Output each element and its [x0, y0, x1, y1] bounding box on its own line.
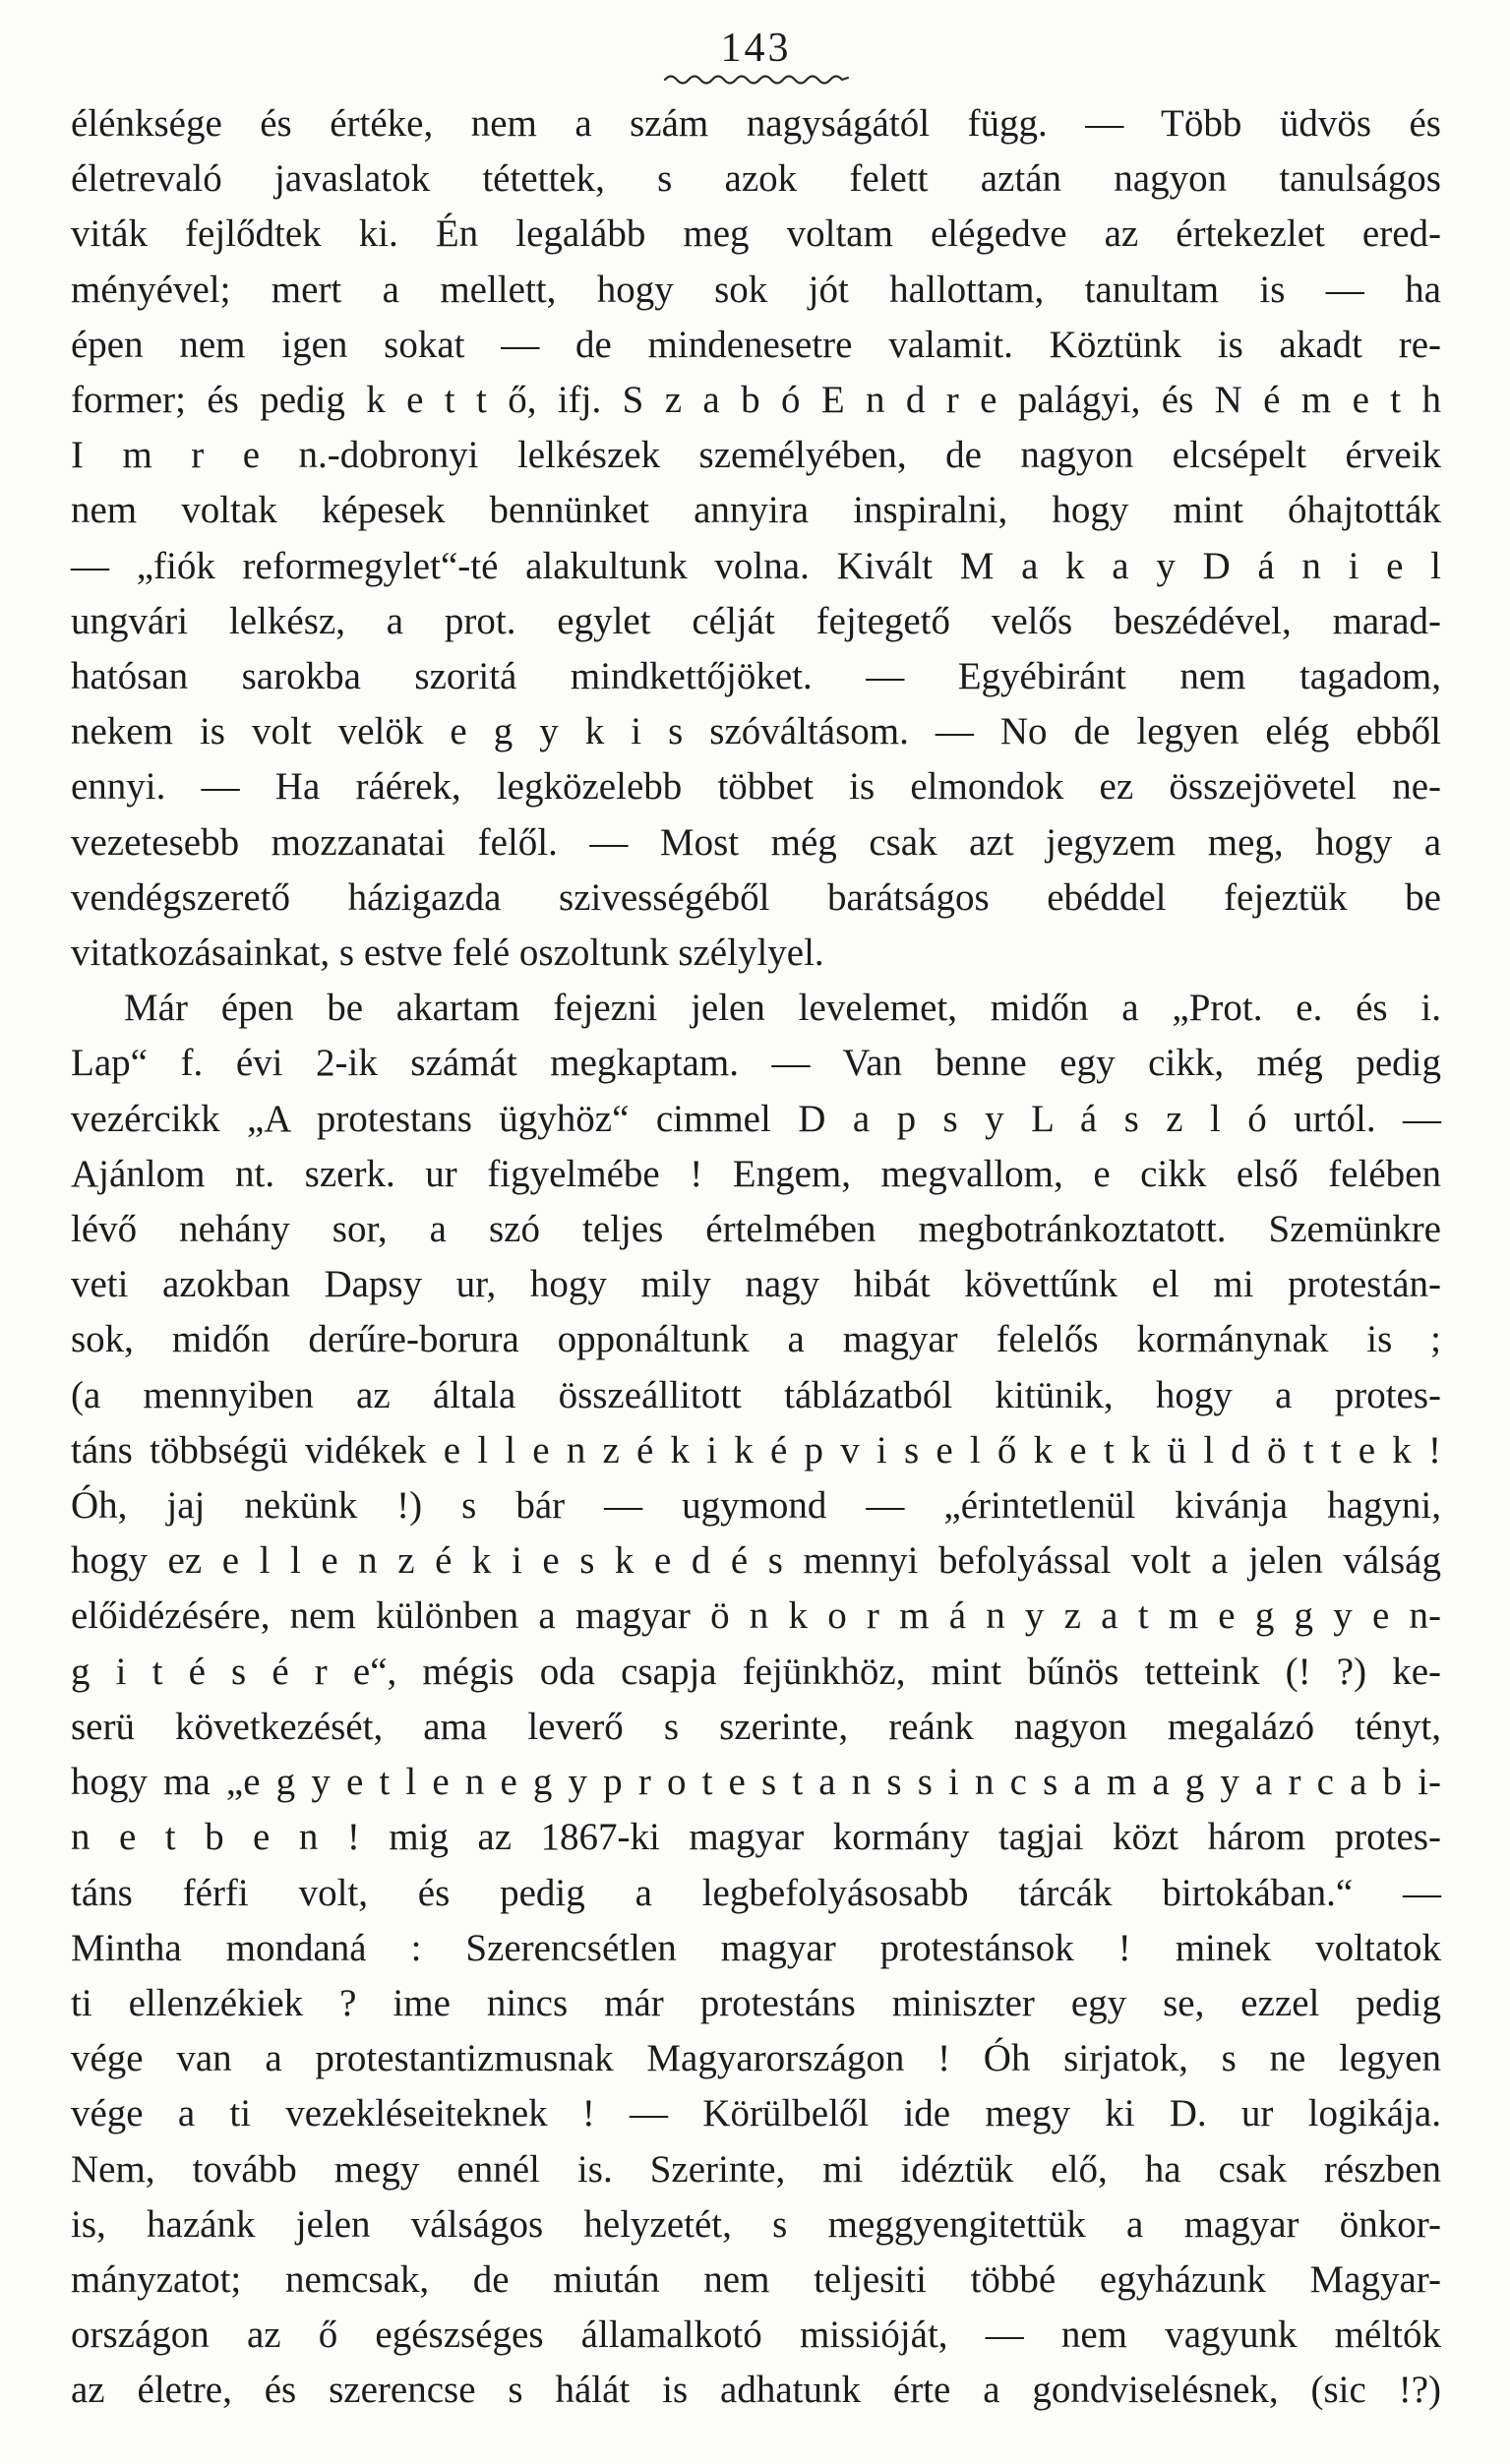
text-line: Lap“ f. évi 2-ik számát megkaptam. — Van benne egy cikk, még pedig	[71, 1042, 1441, 1085]
page-header	[71, 26, 1441, 87]
text-line: nekem is volt velök e g y k i s szóváltásom. — No de legyen elég ebből	[71, 710, 1441, 753]
text-line: mányzatot; nemcsak, de miután nem teljesiti többé egyházunk Magyar-	[71, 2257, 1441, 2301]
main-text	[71, 96, 1441, 2419]
text-line: táns többségü vidékek e l l e n z é k i k é p v i s e l ő k e t k ü l d ö t t e k !	[71, 1428, 1441, 1472]
text-line: vége a ti vezekléseiteknek ! — Körülbelől ide megy ki D. ur logikája.	[71, 2092, 1441, 2135]
text-line: ti ellenzékiek ? ime nincs már protestáns miniszter egy se, ezzel pedig	[71, 1981, 1441, 2024]
wavy-underline-flourish-icon	[663, 71, 850, 87]
text-line: is, hazánk jelen válságos helyzetét, s meggyengitettük a magyar önkor-	[71, 2202, 1441, 2246]
paragraph	[71, 981, 1441, 2418]
text-line: former; és pedig k e t t ő, ifj. S z a b ó E n d r e palágyi, és N é m e t h	[71, 379, 1441, 422]
text-line: ennyi. — Ha ráérek, legközelebb többet is elmondok ez összejövetel ne-	[71, 765, 1441, 809]
text-line: élénksége és értéke, nem a szám nagyságától függ. — Több üdvös és	[71, 102, 1441, 145]
text-line: vezércikk „A protestans ügyhöz“ cimmel D a p s y L á s z l ó urtól. —	[71, 1097, 1441, 1140]
page-number: 143	[720, 26, 792, 71]
text-line: I m r e n.-dobronyi lelkészek személyében, de nagyon elcsépelt érveik	[71, 434, 1441, 477]
text-line: hogy ma „e g y e t l e n e g y p r o t e s t a n s s i n c s a m a g y a r c a b i-	[71, 1761, 1441, 1804]
text-line: vége van a protestantizmusnak Magyarországon ! Óh sirjatok, s ne legyen	[71, 2037, 1441, 2080]
text-line: Nem, tovább megy ennél is. Szerinte, mi idéztük elő, ha csak részben	[71, 2147, 1441, 2191]
text-line: ungvári lelkész, a prot. egylet célját fejtegető velős beszédével, marad-	[71, 599, 1441, 642]
text-line: Már épen be akartam fejezni jelen levelemet, midőn a „Prot. e. és i.	[124, 987, 1441, 1030]
text-line: sok, midőn derűre-borura opponáltunk a magyar felelős kormánynak is ;	[71, 1318, 1441, 1361]
text-line: táns férfi volt, és pedig a legbefolyásosabb tárcák birtokában.“ —	[71, 1871, 1441, 1914]
text-line: hogy ez e l l e n z é k i e s k e d é s mennyi befolyással volt a jelen válság	[71, 1539, 1441, 1583]
text-line: Óh, jaj nekünk !) s bár — ugymond — „érintetlenül kivánja hagyni,	[71, 1484, 1441, 1528]
text-line: Mintha mondaná : Szerencsétlen magyar protestánsok ! minek voltatok	[71, 1926, 1441, 1969]
text-line: Ajánlom nt. szerk. ur figyelmébe ! Engem, megvallom, e cikk első felében	[71, 1152, 1441, 1195]
text-line: g i t é s é r e“, mégis oda csapja fejünkhöz, mint bűnös tetteink (! ?) ke-	[71, 1650, 1441, 1693]
text-line: n e t b e n ! mig az 1867-ki magyar kormány tagjai közt három protes-	[71, 1816, 1441, 1859]
text-line: ményével; mert a mellett, hogy sok jót hallottam, tanultam is — ha	[71, 268, 1441, 311]
text-line: — „fiók reformegylet“-té alakultunk volna. Kivált M a k a y D á n i e l	[71, 544, 1441, 587]
text-line: épen nem igen sokat — de mindenesetre valamit. Köztünk is akadt re-	[71, 323, 1441, 366]
text-line: lévő nehány sor, a szó teljes értelmében megbotránkoztatott. Szemünkre	[71, 1208, 1441, 1251]
text-line: vezetesebb mozzanatai felől. — Most még csak azt jegyzem meg, hogy a	[71, 820, 1441, 864]
text-line: nem voltak képesek bennünket annyira inspiralni, hogy mint óhajtották	[71, 489, 1441, 532]
text-line: életrevaló javaslatok tétettek, s azok felett aztán nagyon tanulságos	[71, 157, 1441, 201]
text-line: országon az ő egészséges államalkotó missióját, — nem vagyunk méltók	[71, 2314, 1441, 2357]
text-line: viták fejlődtek ki. Én legalább meg voltam elégedve az értekezlet ered-	[71, 212, 1441, 256]
text-line: vendégszerető házigazda szivességéből barátságos ebéddel fejeztük be	[71, 875, 1441, 919]
text-line: vitatkozásainkat, s estve felé oszoltunk szélylyel.	[71, 932, 824, 975]
text-line: veti azokban Dapsy ur, hogy mily nagy hibát követtűnk el mi protestán-	[71, 1263, 1441, 1306]
text-line: (a mennyiben az általa összeállitott táblázatból kitünik, hogy a protes-	[71, 1373, 1441, 1416]
text-line: az életre, és szerencse s hálát is adhatunk érte a gondviselésnek, (sic !?)	[71, 2369, 1441, 2412]
text-line: hatósan sarokba szoritá mindkettőjöket. — Egyébiránt nem tagadom,	[71, 655, 1441, 698]
text-line: előidézésére, nem különben a magyar ö n k o r m á n y z a t m e g g y e n-	[71, 1594, 1441, 1638]
text-line: serü következését, ama leverő s szerinte, reánk nagyon megalázó tényt,	[71, 1705, 1441, 1748]
paragraph	[71, 96, 1441, 981]
